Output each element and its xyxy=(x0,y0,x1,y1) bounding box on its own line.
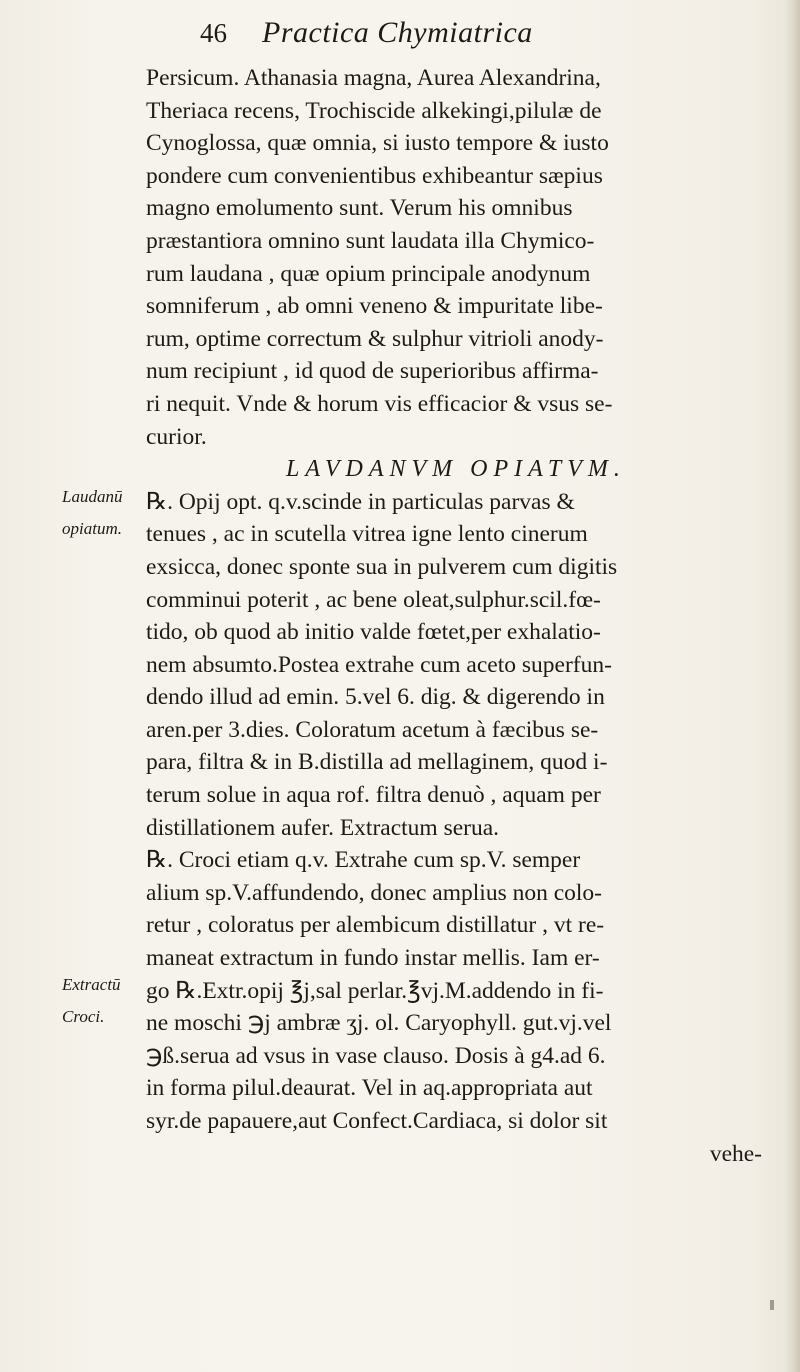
page-edge-shadow xyxy=(784,0,800,1372)
text-line: maneat extractum in fundo instar mellis. Iam er- xyxy=(146,945,600,972)
page-header xyxy=(200,14,760,62)
text-line: pondere cum convenientibus exhibeantur sæpius xyxy=(146,162,603,189)
text-line: Theriaca recens, Trochiscide alkekingi,pilulæ de xyxy=(146,97,602,124)
text-line: aren.per 3.dies. Coloratum acetum à fæcibus se- xyxy=(146,716,599,743)
text-line: syr.de papauere,aut Confect.Cardiaca, si dolor sit xyxy=(146,1108,608,1134)
text-line: exsicca, donec sponte sua in pulverem cum digitis xyxy=(146,553,618,580)
text-line: ℞. Croci etiam q.v. Extrahe cum sp.V. semper xyxy=(146,847,581,874)
text-line: comminui poterit , ac bene oleat,sulphur.scil.fœ- xyxy=(146,586,601,613)
margin-note-extractum: Extractū xyxy=(62,975,121,994)
text-line: rum laudana , quæ opium principale anodynum xyxy=(146,260,591,287)
text-line: ri nequit. Vnde & horum vis efficacior & vsus se- xyxy=(146,390,613,417)
text-line: alium sp.V.affundendo, donec amplius non colo- xyxy=(146,879,603,906)
text-line: curior. xyxy=(146,423,207,450)
text-line: tido, ob quod ab initio valde fœtet,per exhalatio- xyxy=(146,619,601,646)
text-line: Persicum. Athanasia magna, Aurea Alexandrina, xyxy=(146,65,601,91)
margin-note-opiatum: opiatum. xyxy=(62,519,122,538)
text-line: terum solue in aqua rof. filtra denuò , aquam per xyxy=(146,782,601,809)
section-heading: LAVDANVM OPIATVM. xyxy=(286,456,626,483)
text-line: in forma pilul.deaurat. Vel in aq.appropriata aut xyxy=(146,1075,593,1102)
text-line: nem absumto.Postea extrahe cum aceto superfun- xyxy=(146,651,612,678)
text-line: ℞. Opij opt. q.v.scinde in particulas parvas & xyxy=(146,488,575,515)
margin-note-laudanum: Laudanū xyxy=(62,487,123,506)
text-line: num recipiunt , id quod de superioribus affirma- xyxy=(146,358,599,385)
text-line: retur , coloratus per alembicum distillatur , vt re- xyxy=(146,912,605,939)
text-line: magno emolumento sunt. Verum his omnibus xyxy=(146,195,573,222)
running-title: Practica Chymiatrica xyxy=(262,16,533,49)
text-line: para, filtra & in B.distilla ad mellaginem, quod i- xyxy=(146,749,608,776)
body-text xyxy=(146,62,766,1170)
text-line: go ℞.Extr.opij ℥j,sal perlar.℥vj.M.addendo in fi- xyxy=(146,977,604,1004)
text-line: somniferum , ab omni veneno & impuritate libe- xyxy=(146,293,603,320)
text-line: ℈ß.serua ad vsus in vase clauso. Dosis à g4.ad 6. xyxy=(146,1042,606,1069)
margin-note-croci: Croci. xyxy=(62,1007,105,1026)
text-line: dendo illud ad emin. 5.vel 6. dig. & digerendo in xyxy=(146,684,605,711)
text-line: distillationem aufer. Extractum serua. xyxy=(146,814,500,841)
text-line: præstantiora omnino sunt laudata illa Chymico- xyxy=(146,227,595,254)
text-line: Cynoglossa, quæ omnia, si iusto tempore & iusto xyxy=(146,130,609,157)
catchword: vehe- xyxy=(709,1140,762,1167)
text-line: tenues , ac in scutella vitrea igne lento cinerum xyxy=(146,521,588,548)
page-number: 46 xyxy=(200,18,227,48)
printer-mark xyxy=(770,1300,774,1310)
text-line: rum, optime correctum & sulphur vitrioli anody- xyxy=(146,325,604,352)
text-line: ne moschi ℈j ambræ ʒj. ol. Caryophyll. gut.vj.vel xyxy=(146,1010,612,1037)
